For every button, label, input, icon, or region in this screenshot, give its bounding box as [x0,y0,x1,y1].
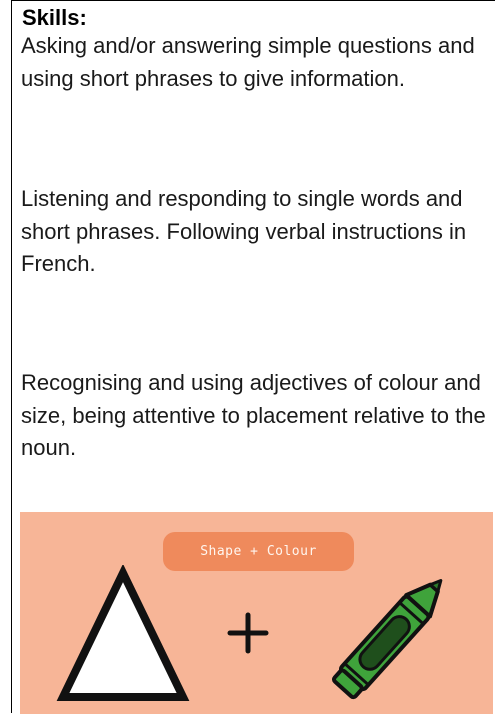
skills-cell [11,0,495,713]
plus-icon [227,612,269,654]
skills-heading: Skills: [22,5,87,30]
skill-paragraph-adjectives: Recognising and using adjectives of colour and size, being attentive to placement relative to the noun. [21,370,486,460]
skill-paragraph-questions: Asking and/or answering simple questions and using short phrases to give information. [21,33,475,91]
crayon-icon [310,562,470,712]
skill-paragraph-listening: Listening and responding to single words and short phrases. Following verbal instructions in French. [21,186,467,276]
shape-colour-illustration [20,512,493,714]
shape-colour-label: Shape + Colour [163,532,354,571]
triangle-icon [55,565,191,707]
